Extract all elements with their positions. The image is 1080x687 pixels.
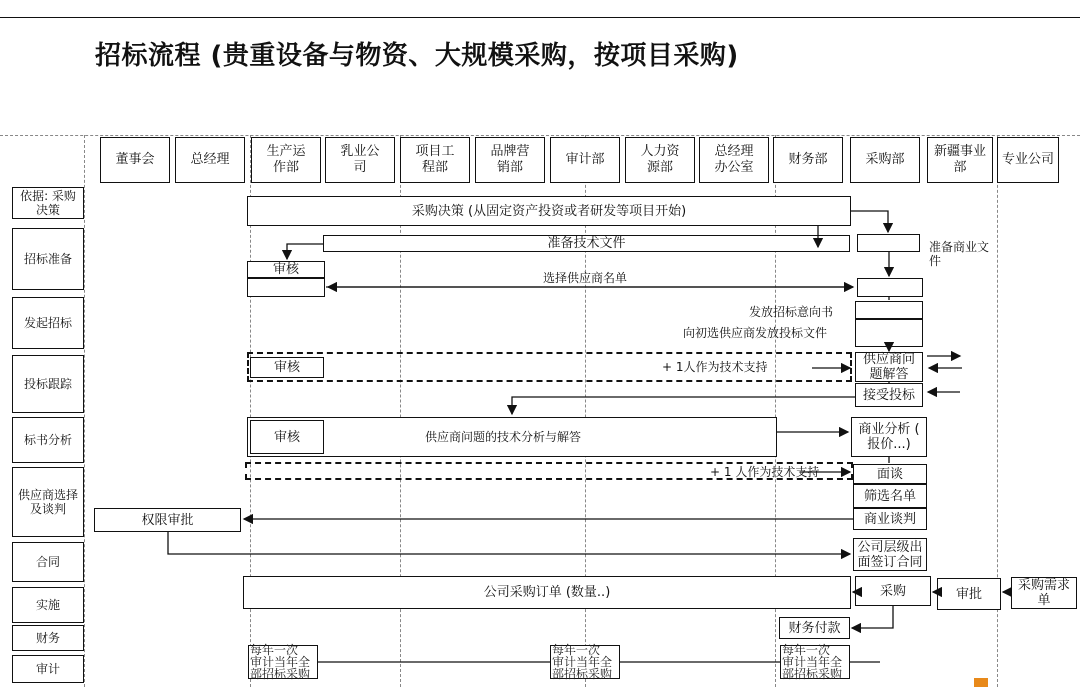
audit-text-1: 每年一次 审计当年全 部招标采购 [250, 643, 311, 681]
biz-docs-box [857, 234, 920, 252]
supplier-list-box [857, 278, 923, 297]
audit-text-2: 每年一次 审计当年全 部招标采购 [552, 643, 613, 681]
approve-box: 审批 [937, 578, 1001, 610]
intent-letter-box [855, 301, 923, 319]
audit-text-3: 每年一次 审计当年全 部招标采购 [782, 643, 843, 681]
row-analysis: 标书分析 [12, 417, 84, 463]
request-box: 采购需求 单 [1011, 577, 1077, 609]
purchase-order-box: 公司采购订单 (数量..) [243, 576, 851, 609]
logo-mark [974, 678, 988, 687]
row-selection: 供应商选择 及谈判 [12, 467, 84, 537]
decision-box: 采购决策 (从固定资产投资或者研发等项目开始) [247, 196, 851, 226]
approval-box: 权限审批 [94, 508, 241, 532]
arrow-purchase-to-payment [852, 606, 893, 628]
arrow-approval-to-contract [168, 532, 850, 554]
review-box-3: 审核 [250, 420, 324, 454]
intent-letter-label: 发放招标意向书 [749, 305, 834, 319]
grid-col [84, 135, 85, 687]
tech-support-label-2: + 1 人作为技术支持 [710, 465, 820, 479]
review-box-1: 审核 [247, 261, 325, 278]
arrow-decision-to-biz [851, 211, 888, 232]
accept-bid-box: 接受投标 [855, 383, 923, 407]
interview-box: 面谈 [853, 464, 927, 484]
negotiation-box: 商业谈判 [853, 508, 927, 530]
shortlist-box: 筛选名单 [853, 484, 927, 508]
dept-audit: 审计部 [550, 137, 620, 183]
tech-analysis-label: 供应商问题的技术分析与解答 [425, 430, 582, 444]
bid-docs-box [855, 319, 923, 347]
dept-specialist: 专业公司 [997, 137, 1059, 183]
review-box-2: 审核 [250, 357, 324, 378]
row-launch: 发起招标 [12, 297, 84, 349]
dept-board: 董事会 [100, 137, 170, 183]
row-basis: 依据: 采购 决策 [12, 187, 84, 219]
biz-docs-label: 准备商业文 件 [929, 240, 990, 268]
tech-support-label-1: + 1人作为技术支持 [662, 360, 768, 374]
dept-procurement: 采购部 [850, 137, 920, 183]
dept-finance: 财务部 [773, 137, 843, 183]
dept-brand: 品牌营 销部 [475, 137, 545, 183]
dept-hr: 人力资 源部 [625, 137, 695, 183]
dept-gm: 总经理 [175, 137, 245, 183]
dept-dairy: 乳业公 司 [325, 137, 395, 183]
row-audit: 审计 [12, 655, 84, 683]
row-finance: 财务 [12, 625, 84, 651]
row-tracking: 投标跟踪 [12, 355, 84, 413]
tech-docs-box: 准备技术文件 [323, 235, 850, 252]
review-box-1b [247, 278, 325, 297]
page-title: 招标流程 (贵重设备与物资、大规模采购，按项目采购) [95, 41, 739, 71]
biz-analysis-box: 商业分析 ( 报价...) [851, 417, 927, 457]
supplier-list-label: 选择供应商名单 [543, 271, 628, 285]
bid-docs-label: 向初选供应商发放投标文件 [683, 326, 828, 340]
purchase-box: 采购 [855, 576, 931, 606]
top-border [0, 17, 1080, 18]
payment-box: 财务付款 [779, 617, 850, 639]
dept-production: 生产运 作部 [251, 137, 321, 183]
dept-project: 项目工 程部 [400, 137, 470, 183]
row-contract: 合同 [12, 542, 84, 582]
supplier-qa-box: 供应商问 题解答 [855, 352, 923, 382]
row-implementation: 实施 [12, 587, 84, 623]
arrow-bid-to-analysis [512, 397, 855, 414]
contract-box: 公司层级出 面签订合同 [853, 538, 927, 571]
dept-xinjiang: 新疆事业 部 [927, 137, 993, 183]
arrow-tech-to-review [287, 244, 323, 259]
grid-top [0, 135, 1080, 136]
dept-gm-office: 总经理 办公室 [699, 137, 769, 183]
row-preparation: 招标准备 [12, 228, 84, 290]
